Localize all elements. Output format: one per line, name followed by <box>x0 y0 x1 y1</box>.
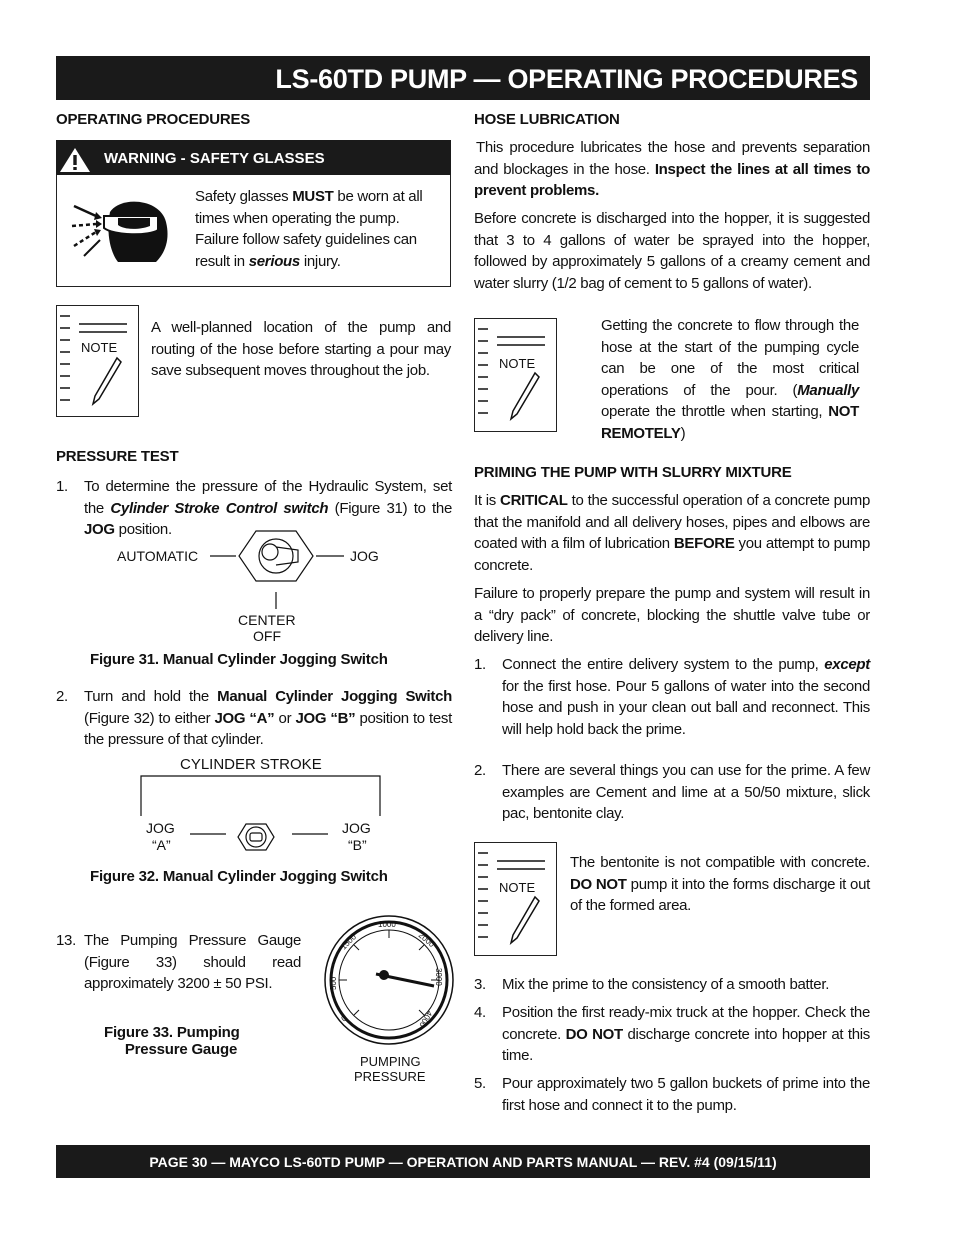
note-pad-icon <box>57 306 137 415</box>
warning-text: Safety glasses MUST be worn at all times when operating the pump. Failure follow safety guidelines can result in serious injury. <box>195 188 423 270</box>
gauge-label-pressure: PRESSURE <box>354 1069 426 1084</box>
section-heading-pressure-test: PRESSURE TEST <box>56 448 179 465</box>
note-1-text: A well-planned location of the pump and routing of the hose before starting a pour may save subsequent moves throughout the job. <box>151 319 451 379</box>
step-13: 13. The Pumping Pressure Gauge (Figure 33) should read approximately 3200 ± 50 PSI. <box>56 932 301 992</box>
note-3-text: The bentonite is not compatible with concrete. DO NOT pump it into the forms discharge it out of the formed area. <box>570 854 871 914</box>
figure-33-pressure-gauge <box>314 910 464 1090</box>
warning-triangle-icon <box>58 146 92 174</box>
priming-paragraph-2: Failure to properly prepare the pump and system will result in a “dry pack” of concrete, blocking the shuttle valve tube or delivery line. <box>474 585 870 645</box>
note-2-text: Getting the concrete to flow through the hose at the start of the pumping cycle can be one of the most critical operations of the pour. (Manually operate the throttle when starting, NOT REMOTELY) <box>601 317 859 442</box>
gauge-tick-1000: 1000 <box>378 920 396 929</box>
section-heading-operating-procedures: OPERATING PROCEDURES <box>56 111 251 128</box>
figure-33-caption: Figure 33. Pumping Pressure Gauge <box>104 1024 240 1058</box>
figure-32-switch-diagram <box>136 750 386 860</box>
fig31-center-label: CENTER <box>238 612 296 628</box>
figure-32-caption: Figure 32. Manual Cylinder Jogging Switch <box>90 868 388 885</box>
note-label: NOTE <box>499 356 536 371</box>
note-card-2 <box>474 318 557 432</box>
fig31-off-label: OFF <box>253 628 281 644</box>
hose-paragraph-1: This procedure lubricates the hose and prevents separation and blockages in the hose. Inspect the lines at all times to prevent problems. <box>474 139 870 199</box>
gauge-tick-1500: 1500 <box>339 932 358 952</box>
note-card-3 <box>474 842 557 956</box>
note-label: NOTE <box>499 880 536 895</box>
warning-title: WARNING - SAFETY GLASSES <box>104 150 325 167</box>
hose-paragraph-2: Before concrete is discharged into the hopper, it is suggested that 3 to 4 gallons of water be sprayed into the hopper, followed by approximately 5 gallons of a creamy cement and water slurry (1/2 bag of cement to 5 gallons of water). <box>474 210 870 292</box>
fig31-jog-label: JOG <box>350 548 379 564</box>
figure-31-caption: Figure 31. Manual Cylinder Jogging Switch <box>90 651 388 668</box>
note-pad-icon <box>475 319 555 430</box>
step-2: 2. Turn and hold the Manual Cylinder Jogging Switch (Figure 32) to either JOG “A” or JOG “B” position to test the pressure of that cylinder. <box>56 688 452 748</box>
fig32-jog-b-label: JOG <box>342 820 371 836</box>
fig32-jog-a-letter: “A” <box>152 837 171 853</box>
step-1: 1. To determine the pressure of the Hydraulic System, set the Cylinder Stroke Control switch (Figure 31) to the JOG position. <box>56 478 452 538</box>
priming-paragraph-1: It is CRITICAL to the successful operation of a concrete pump that the manifold and all delivery hoses, pipes and elbows are coated with a film of lubrication BEFORE you attempt to pump concrete. <box>474 492 870 574</box>
gauge-tick-500: 500 <box>329 976 338 990</box>
page-title: LS-60TD PUMP — OPERATING PROCEDURES <box>56 56 870 100</box>
fig32-jog-a-label: JOG <box>146 820 175 836</box>
gauge-label-pumping: PUMPING <box>360 1054 421 1069</box>
figure-31-switch-diagram <box>110 525 410 645</box>
right-step-3: 3. Mix the prime to the consistency of a smooth batter. <box>474 976 830 993</box>
warning-header <box>56 140 451 175</box>
safety-glasses-icon <box>70 192 175 270</box>
gauge-tick-4000: 4000 <box>417 1009 435 1029</box>
page-footer: PAGE 30 — MAYCO LS-60TD PUMP — OPERATION AND PARTS MANUAL — REV. #4 (09/15/11) <box>56 1145 870 1178</box>
fig32-jog-b-letter: “B” <box>348 837 367 853</box>
note-label: NOTE <box>81 340 118 355</box>
gauge-tick-2000: 2000 <box>416 930 437 949</box>
note-card-1 <box>56 305 139 417</box>
fig31-automatic-label: AUTOMATIC <box>117 548 199 564</box>
section-heading-priming: PRIMING THE PUMP WITH SLURRY MIXTURE <box>474 464 792 481</box>
right-step-2: 2. There are several things you can use for the prime. A few examples are Cement and lime at a 50/50 mixture, slick pac, bentonite clay. <box>474 762 870 822</box>
fig32-title: CYLINDER STROKE <box>180 756 322 773</box>
right-step-4: 4. Position the first ready-mix truck at the hopper. Check the concrete. DO NOT discharge concrete into hopper at this time. <box>474 1004 871 1064</box>
right-step-5: 5. Pour approximately two 5 gallon buckets of prime into the first hose and connect it to the pump. <box>474 1075 870 1114</box>
gauge-tick-3000: 3000 <box>434 968 443 986</box>
note-pad-icon <box>475 843 555 954</box>
section-heading-hose-lubrication: HOSE LUBRICATION <box>474 111 620 128</box>
gauge-tick-0: 0 <box>339 1013 349 1024</box>
right-step-1: 1. Connect the entire delivery system to the pump, except for the first hose. Pour 5 gallons of water into the second hose and push in your clean out ball and reconnect. This will help hold back the prime. <box>474 656 870 738</box>
